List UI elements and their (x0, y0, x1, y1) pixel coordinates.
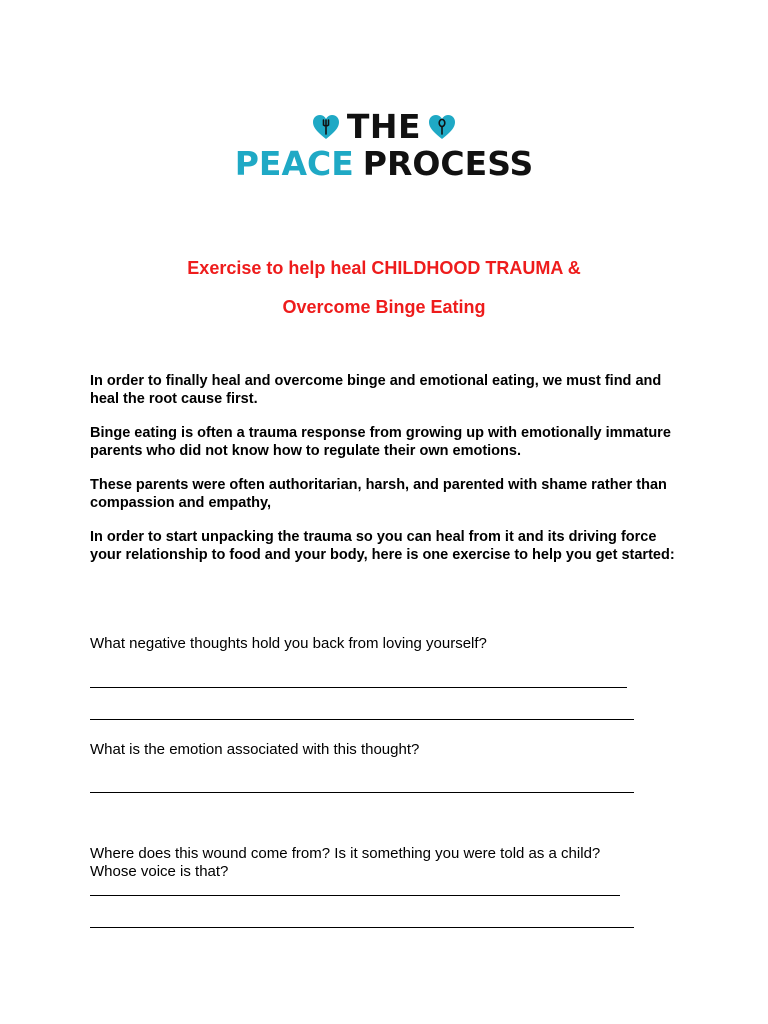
logo-word-peace: PEACE (234, 144, 354, 183)
answer-line[interactable] (90, 792, 634, 793)
intro-paragraph: In order to start unpacking the trauma so you can heal from it and its driving force your relationship to food and your body, here is one exercise to help you get started: (90, 529, 675, 563)
answer-line[interactable] (90, 895, 620, 896)
question-2: What is the emotion associated with this thought? (90, 741, 420, 758)
question-3: Where does this wound come from? Is it something you were told as a child? Whose voice is that? (90, 845, 601, 880)
heart-fork-icon (311, 113, 341, 141)
logo-word-process: PROCESS (362, 144, 534, 183)
logo (0, 108, 768, 182)
page-title-line-2: Overcome Binge Eating (282, 297, 486, 317)
answer-line[interactable] (90, 719, 634, 720)
intro-paragraph: In order to finally heal and overcome binge and emotional eating, we must find and heal the root cause first. (90, 373, 662, 407)
answer-line[interactable] (90, 927, 634, 928)
logo-top-line (0, 108, 768, 146)
logo-word-the: THE (346, 107, 422, 146)
page-title-line-1: Exercise to help heal CHILDHOOD TRAUMA & (187, 258, 581, 278)
question-1: What negative thoughts hold you back from loving yourself? (90, 635, 487, 652)
answer-line[interactable] (90, 687, 627, 688)
intro-text (90, 372, 690, 580)
intro-paragraph: Binge eating is often a trauma response from growing up with emotionally immature parents who did not know how to regulate their own emotions. (90, 425, 671, 459)
intro-paragraph: These parents were often authoritarian, harsh, and parented with shame rather than compassion and empathy, (90, 477, 667, 511)
logo-bottom-line (0, 146, 768, 182)
heart-spoon-icon (427, 113, 457, 141)
